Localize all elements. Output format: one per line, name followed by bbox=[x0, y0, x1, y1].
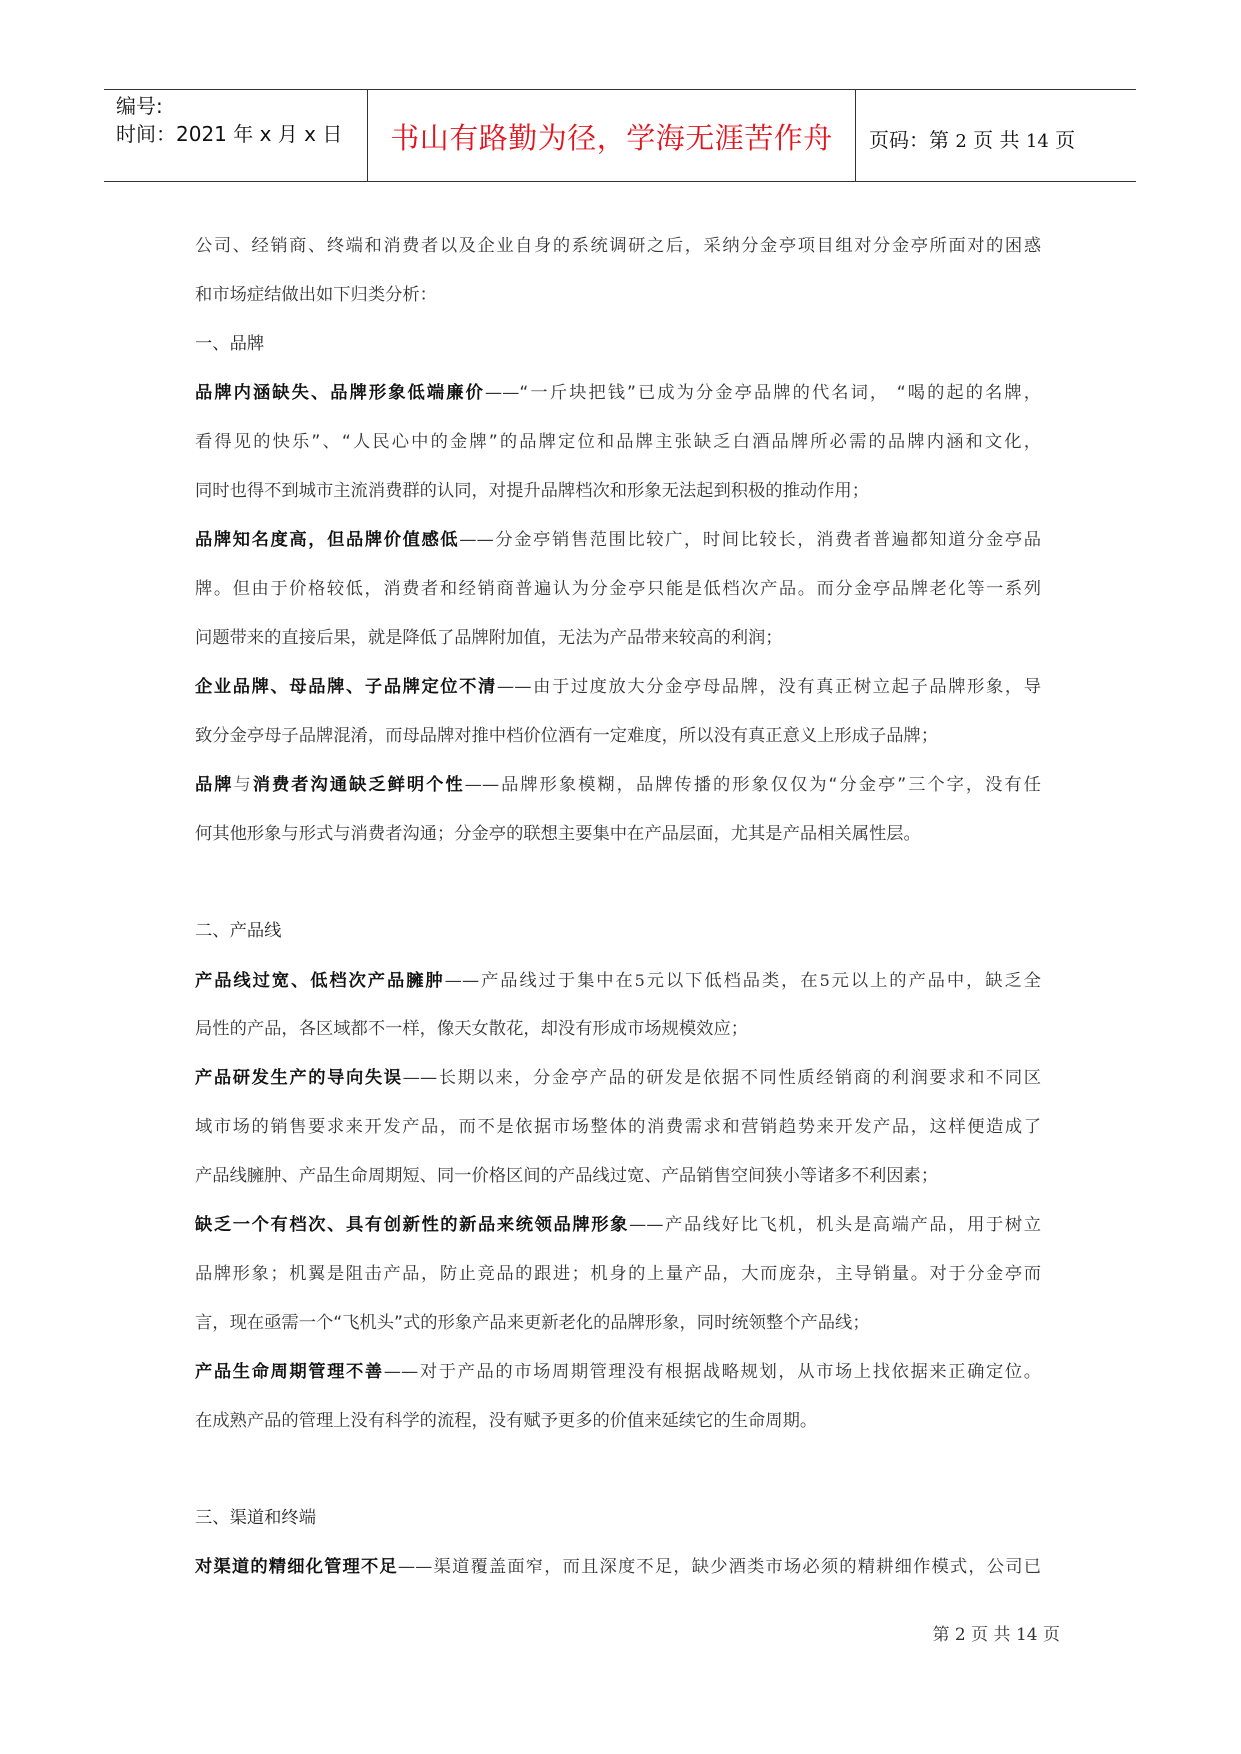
paragraph-text: ——长期以来，分金亭产品的研发是依据不同性质经销商的利润要求和不同区 bbox=[402, 1068, 1041, 1088]
paragraph-keyword: 对渠道的精细化管理不足 bbox=[195, 1557, 398, 1577]
intro-line: 公司、经销商、终端和消费者以及企业自身的系统调研之后，采纳分金亭项目组对分金亭所面对的困惑 bbox=[195, 236, 1041, 256]
paragraph-keyword: 产品生命周期管理不善 bbox=[195, 1362, 384, 1382]
paragraph-keyword: 企业品牌、母品牌、子品牌定位不清 bbox=[195, 677, 497, 697]
section-heading-channels: 三、渠道和终端 bbox=[195, 1508, 316, 1528]
paragraph-text: ——由于过度放大分金亭母品牌，没有真正树立起子品牌形象，导 bbox=[496, 677, 1041, 697]
page-footer: 第 2 页 共 14 页 bbox=[932, 1625, 1060, 1645]
paragraph-line bbox=[195, 1201, 1041, 1250]
intro-line: 和市场症结做出如下归类分析： bbox=[195, 285, 437, 305]
paragraph-text: ——品牌形象模糊，品牌传播的形象仅仅为“分金亭”三个字，没有任 bbox=[464, 775, 1041, 795]
paragraph-text: ——分金亭销售范围比较广，时间比较长，消费者普遍都知道分金亭品 bbox=[459, 530, 1041, 550]
paragraph-text: ——产品线好比飞机，机头是高端产品，用于树立 bbox=[629, 1215, 1041, 1235]
header-page-indicator bbox=[869, 124, 1075, 153]
paragraph-line: 同时也得不到城市主流消费群的认同，对提升品牌档次和形象无法起到积极的推动作用； bbox=[195, 481, 869, 501]
page-current: 2 bbox=[955, 131, 967, 152]
paragraph-text: ——“一斤块把钱”已成为分金亭品牌的代名词， “喝的起的名牌， bbox=[484, 383, 1041, 403]
paragraph-keyword: 缺乏一个有档次、具有创新性的新品来统领品牌形象 bbox=[195, 1215, 630, 1235]
paragraph-line bbox=[195, 1543, 1041, 1592]
paragraph-keyword: 消费者沟通缺乏鲜明个性 bbox=[252, 775, 465, 795]
blank-line bbox=[195, 1446, 1041, 1494]
paragraph-line bbox=[195, 956, 1041, 1005]
paragraph-keyword: 产品研发生产的导向失误 bbox=[195, 1068, 403, 1088]
header-motto: 书山有路勤为径，学海无涯苦作舟 bbox=[390, 121, 833, 155]
paragraph-line: 何其他形象与形式与消费者沟通；分金亭的联想主要集中在产品层面，尤其是产品相关属性层。 bbox=[195, 824, 921, 844]
paragraph-line bbox=[195, 369, 1041, 418]
paragraph-line bbox=[195, 1054, 1041, 1103]
page-prefix: 页码：第 bbox=[869, 128, 949, 152]
section-heading-brand: 一、品牌 bbox=[195, 334, 265, 354]
page-mid: 页 共 bbox=[973, 128, 1020, 152]
header-left-cell bbox=[116, 92, 342, 148]
paragraph-line: 问题带来的直接后果，就是降低了品牌附加值，无法为产品带来较高的利润； bbox=[195, 628, 783, 648]
header-bottom-rule bbox=[104, 181, 1136, 182]
header-top-rule bbox=[104, 89, 1136, 90]
paragraph-line: 看得见的快乐”、“人民心中的金牌”的品牌定位和品牌主张缺乏白酒品牌所必需的品牌内涵和文化， bbox=[195, 432, 1041, 452]
paragraph-line: 言，现在亟需一个“飞机头”式的形象产品来更新老化的品牌形象，同时统领整个产品线； bbox=[195, 1313, 870, 1333]
document-date: 时间：2021 年 x 月 x 日 bbox=[116, 122, 343, 146]
page-total: 14 bbox=[1025, 131, 1049, 152]
paragraph-keyword: 产品线过宽、低档次产品臃肿 bbox=[195, 971, 445, 991]
paragraph-number: 5 bbox=[819, 971, 830, 990]
paragraph-line bbox=[195, 516, 1041, 565]
paragraph-line bbox=[195, 663, 1041, 712]
paragraph-text: 元以下低档品类，在 bbox=[644, 971, 820, 991]
paragraph-text: ——对于产品的市场周期管理没有根据战略规划，从市场上找依据来正确定位。 bbox=[383, 1362, 1041, 1382]
document-number-label: 编号: bbox=[116, 94, 163, 118]
document-body bbox=[195, 222, 1041, 1592]
header-divider-right bbox=[855, 89, 856, 182]
paragraph-keyword: 品牌知名度高，但品牌价值感低 bbox=[195, 530, 460, 550]
paragraph-text: ——产品线过于集中在 bbox=[444, 971, 635, 991]
paragraph-text: ——渠道覆盖面窄，而且深度不足，缺少酒类市场必须的精耕细作模式，公司已 bbox=[397, 1557, 1041, 1577]
paragraph-line: 产品线臃肿、产品生命周期短、同一价格区间的产品线过宽、产品销售空间狭小等诸多不利因素； bbox=[195, 1166, 939, 1186]
page-suffix: 页 bbox=[1055, 128, 1076, 152]
blank-line bbox=[195, 859, 1041, 907]
paragraph-text: 元以上的产品中，缺乏全 bbox=[829, 971, 1041, 991]
paragraph-line bbox=[195, 761, 1041, 810]
paragraph-number: 5 bbox=[634, 971, 645, 990]
paragraph-line: 局性的产品，各区域都不一样，像天女散花，却没有形成市场规模效应； bbox=[195, 1019, 749, 1039]
paragraph-line: 牌。但由于价格较低，消费者和经销商普遍认为分金亭只能是低档次产品。而分金亭品牌老化等一系列 bbox=[195, 579, 1041, 599]
paragraph-keyword-connector: 与 bbox=[233, 775, 253, 795]
paragraph-keyword: 品牌 bbox=[195, 775, 234, 795]
paragraph-keyword: 品牌内涵缺失、品牌形象低端廉价 bbox=[195, 383, 485, 403]
paragraph-line: 致分金亭母子品牌混淆，而母品牌对推中档价位酒有一定难度，所以没有真正意义上形成子品牌； bbox=[195, 726, 939, 746]
paragraph-line: 域市场的销售要求来开发产品，而不是依据市场整体的消费需求和营销趋势来开发产品，这样便造成了 bbox=[195, 1117, 1041, 1137]
paragraph-line bbox=[195, 1348, 1041, 1397]
section-heading-product-line: 二、产品线 bbox=[195, 921, 282, 941]
paragraph-line: 品牌形象；机翼是阻击产品，防止竞品的跟进；机身的上量产品，大而庞杂，主导销量。对于分金亭而 bbox=[195, 1264, 1041, 1284]
paragraph-line: 在成熟产品的管理上没有科学的流程，没有赋予更多的价值来延续它的生命周期。 bbox=[195, 1411, 818, 1431]
